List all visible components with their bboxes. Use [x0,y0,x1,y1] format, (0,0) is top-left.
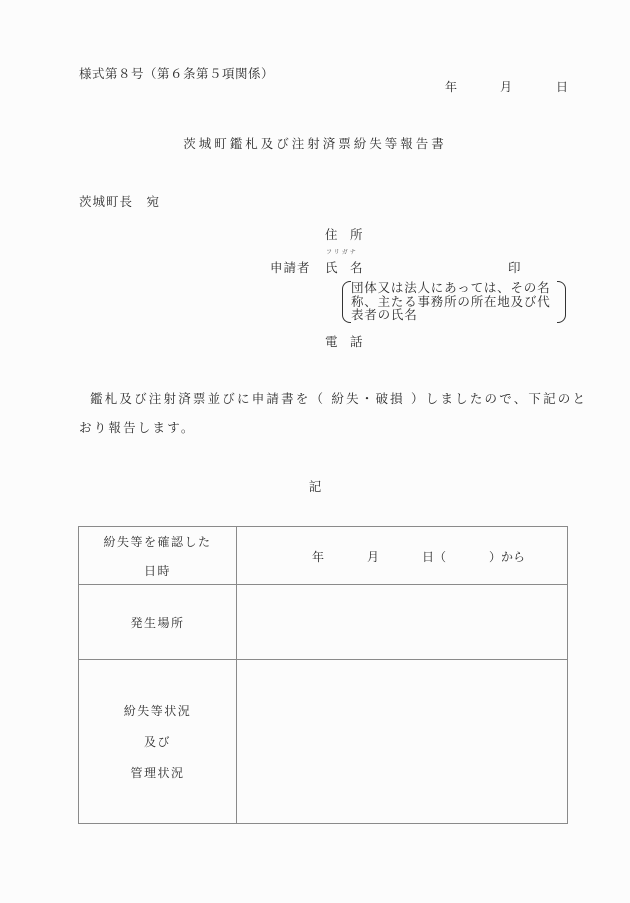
confirmed-datetime-field[interactable] [237,527,568,585]
date-month-label: 月 [500,80,513,94]
corporate-note [342,281,566,321]
body-text-line2: おり報告します。 [79,420,196,435]
body-text-line1: 鑑札及び注射済票並びに申請書を（ 紛失・破損 ）しましたので、下記のと [90,391,588,406]
document-title: 茨城町鑑札及び注射済票紛失等報告書 [183,136,447,151]
report-table [78,526,568,824]
seal-mark: 印 [508,260,521,275]
date-year-label: 年 [445,80,458,94]
location-field[interactable] [237,585,568,660]
corporate-note-text [351,281,551,322]
addressee: 茨城町長 宛 [79,194,161,209]
loss-status-field[interactable] [237,660,568,824]
form-number: 様式第８号（第６条第５項関係） [79,66,275,81]
location-label: 発生場所 [79,585,237,660]
note-line: 団体又は法人にあっては、その名 [351,280,551,295]
phone-label: 電 話 [325,334,363,349]
table-row [79,660,568,824]
year-label: 年 [312,550,325,564]
table-row [79,585,568,660]
note-line: 表者の氏名 [351,307,418,322]
confirmed-datetime-label: 紛失等を確認した 日時 [79,527,237,585]
applicant-label: 申請者 [270,260,311,275]
name-label: 氏 名 [325,260,363,275]
from-label: ）から [489,550,526,564]
month-label: 月 [367,550,380,564]
furigana-label: フリガナ [326,249,358,256]
date-day-label: 日 [556,80,569,94]
day-label: 日（ [422,550,447,564]
note-line: 称、主たる事務所の所在地及び代 [351,293,551,309]
left-bracket-icon [342,281,351,323]
ki-heading: 記 [308,479,322,494]
right-bracket-icon [557,281,566,323]
loss-status-label: 紛失等状況 及び 管理状況 [79,660,237,824]
address-label: 住 所 [325,227,363,242]
table-row [79,527,568,585]
